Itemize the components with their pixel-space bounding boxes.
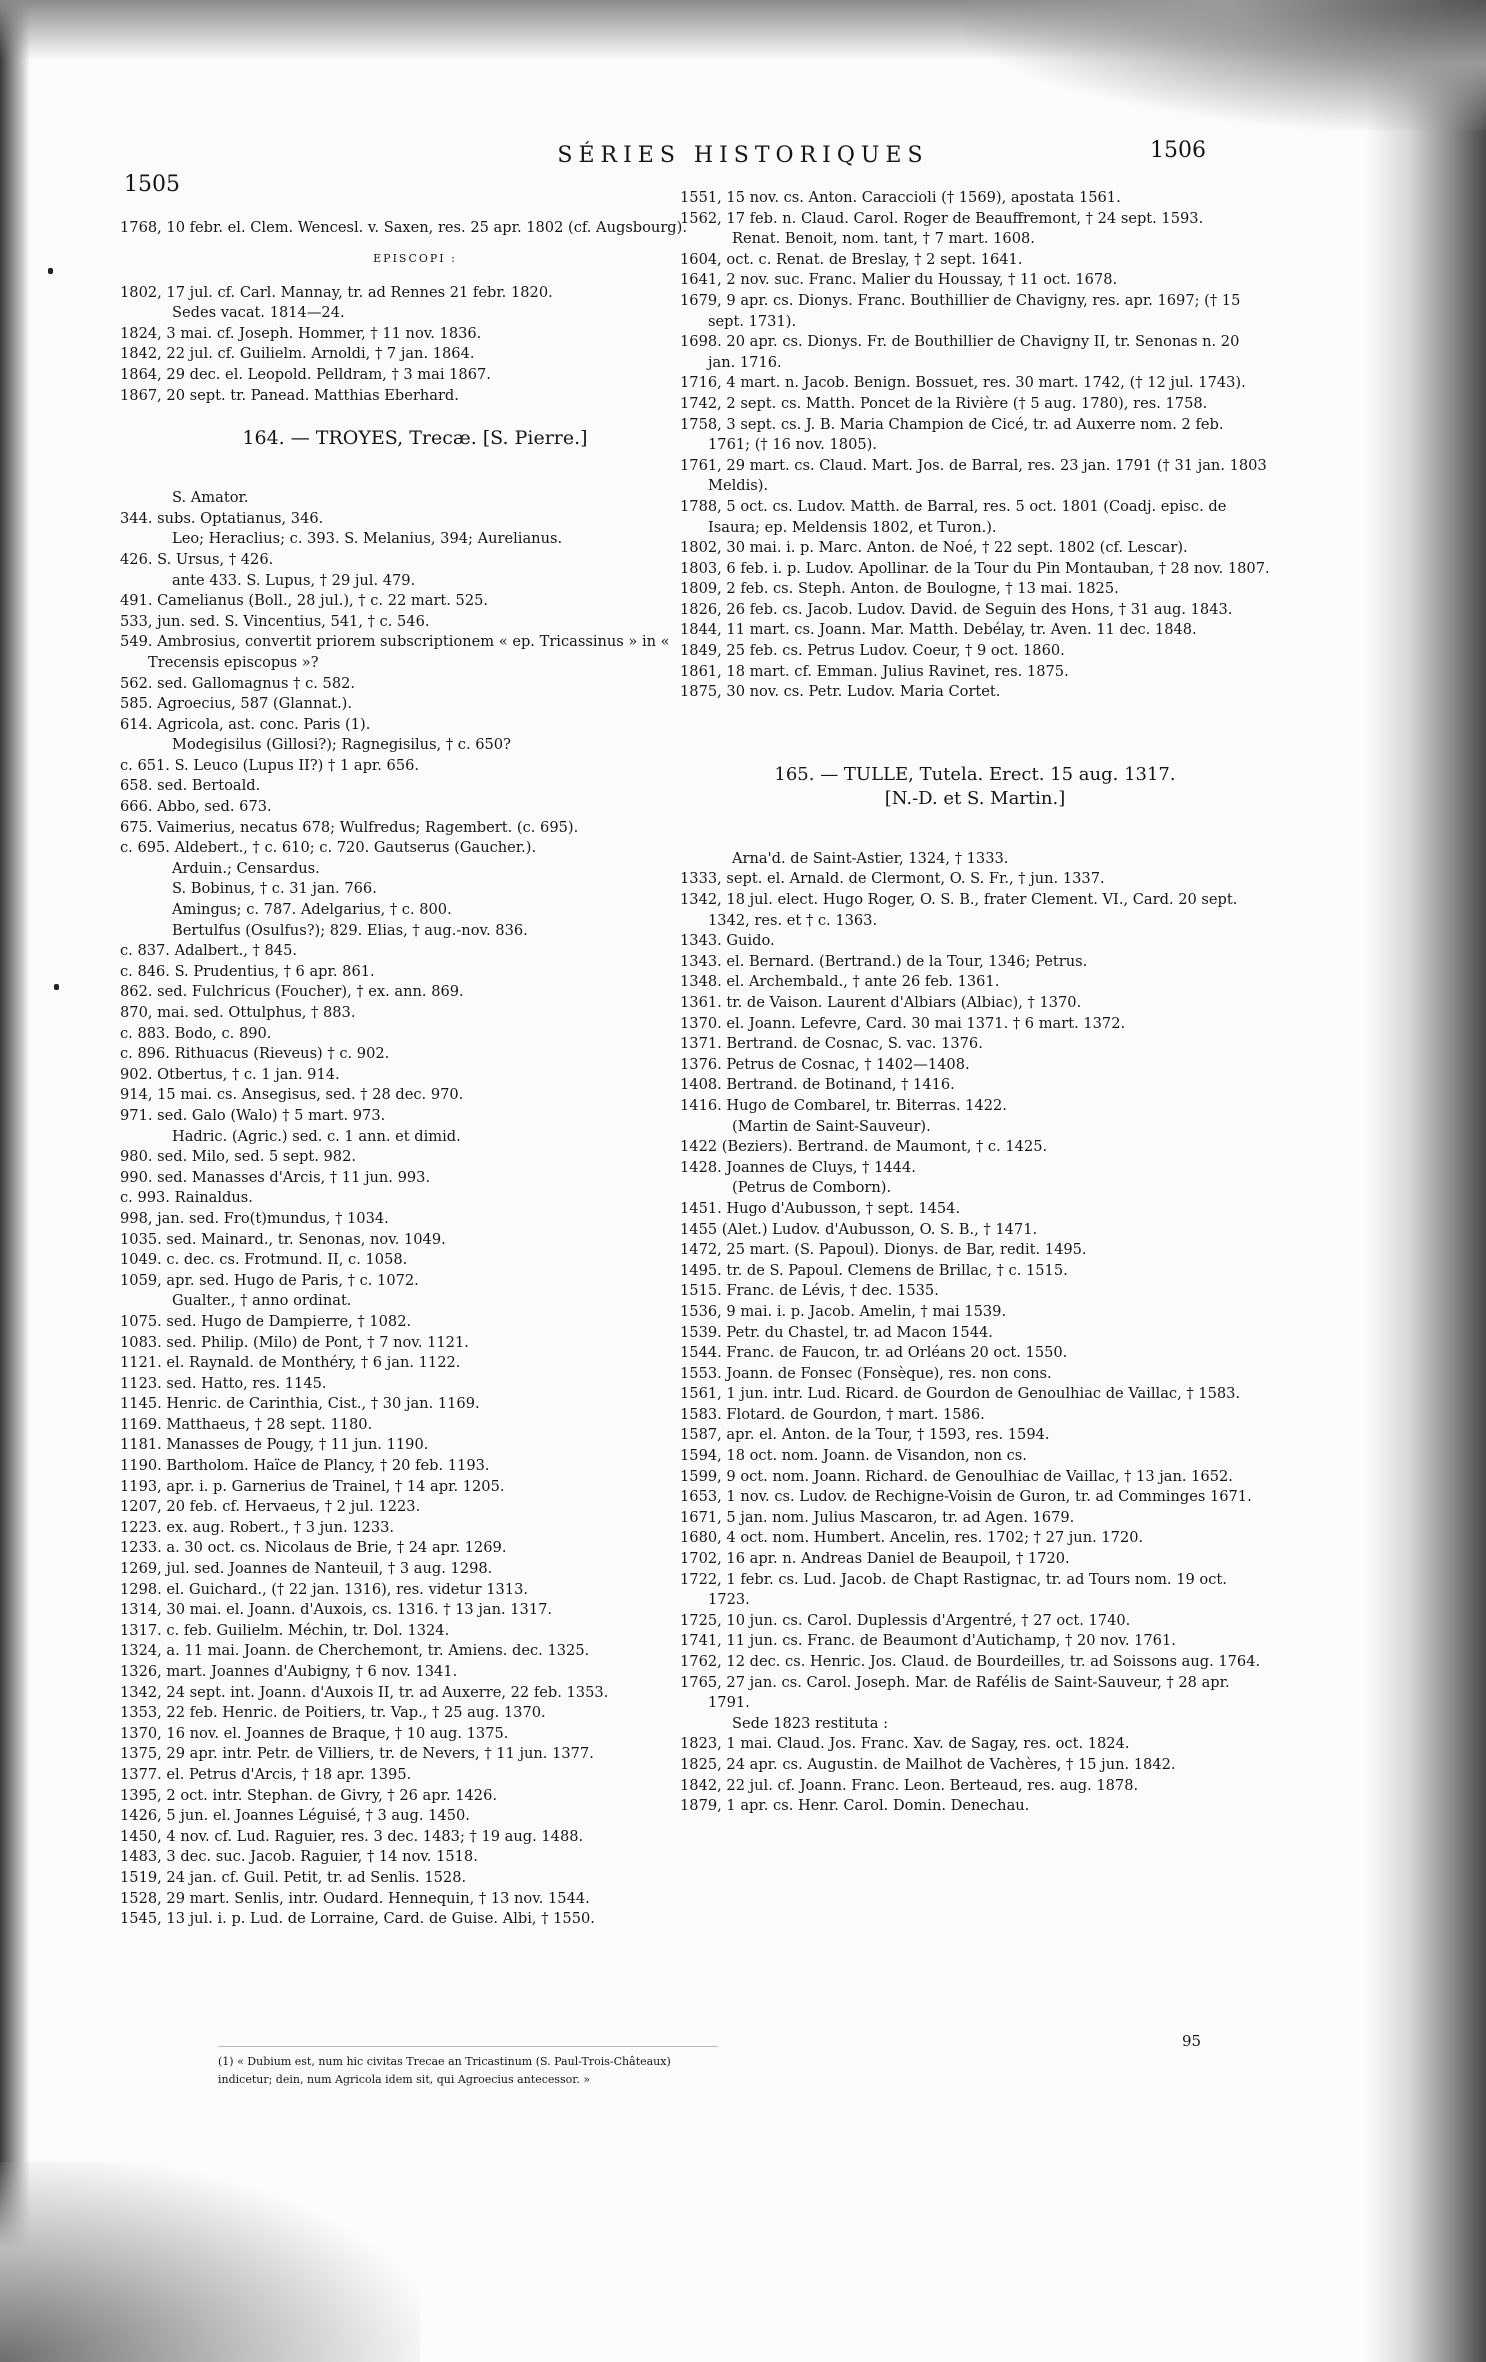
list-entry: 1553. Joann. de Fonsec (Fonsèque), res. non cons. bbox=[680, 1364, 1052, 1382]
scan-shadow-right bbox=[1366, 0, 1486, 2362]
list-entry: 1343. el. Bernard. (Bertrand.) de la Tour, 1346; Petrus. bbox=[680, 952, 1088, 970]
list-entry: 1395, 2 oct. intr. Stephan. de Givry, † 26 apr. 1426. bbox=[120, 1786, 498, 1804]
list-entry: 1875, 30 nov. cs. Petr. Ludov. Maria Cortet. bbox=[680, 683, 1001, 701]
list-entry: 1317. c. feb. Guilielm. Méchin, tr. Dol. 1324. bbox=[120, 1621, 450, 1639]
list-entry: 1519, 24 jan. cf. Guil. Petit, tr. ad Senlis. 1528. bbox=[120, 1868, 467, 1886]
list-entry: 1376. Petrus de Cosnac, † 1402—1408. bbox=[680, 1055, 970, 1073]
list-entry: 1169. Matthaeus, † 28 sept. 1180. bbox=[120, 1415, 373, 1433]
list-entry: 1544. Franc. de Faucon, tr. ad Orléans 20 oct. 1550. bbox=[680, 1344, 1068, 1362]
list-entry: 1765, 27 jan. cs. Carol. Joseph. Mar. de Rafélis de Saint-Sauveur, † 28 apr. 1791. bbox=[680, 1673, 1230, 1712]
list-entry: 675. Vaimerius, necatus 678; Wulfredus; Ragembert. (c. 695). bbox=[120, 818, 579, 836]
list-subentry: Sedes vacat. 1814—24. bbox=[172, 304, 345, 322]
list-entry: 1539. Petr. du Chastel, tr. ad Macon 1544. bbox=[680, 1323, 993, 1341]
list-entry: 1879, 1 apr. cs. Henr. Carol. Domin. Denechau. bbox=[680, 1797, 1030, 1815]
list-entry: 1716, 4 mart. n. Jacob. Benign. Bossuet, res. 30 mart. 1742, († 12 jul. 1743). bbox=[680, 374, 1246, 392]
list-entry: 1370, 16 nov. el. Joannes de Braque, † 10 aug. 1375. bbox=[120, 1724, 509, 1742]
list-entry: 1861, 18 mart. cf. Emman. Julius Ravinet, res. 1875. bbox=[680, 662, 1069, 680]
list-entry: 1121. el. Raynald. de Monthéry, † 6 jan. 1122. bbox=[120, 1354, 461, 1372]
list-subentry: S. Bobinus, † c. 31 jan. 766. bbox=[172, 880, 377, 898]
list-entry: 1562, 17 feb. n. Claud. Carol. Roger de Beauffremont, † 24 sept. 1593. bbox=[680, 209, 1204, 227]
list-entry: 1742, 2 sept. cs. Matth. Poncet de la Rivière († 5 aug. 1780), res. 1758. bbox=[680, 394, 1208, 412]
list-subentry: ante 433. S. Lupus, † 29 jul. 479. bbox=[172, 571, 416, 589]
list-subentry: Bertulfus (Osulfus?); 829. Elias, † aug.-nov. 836. bbox=[172, 921, 528, 939]
page-number-left: 1505 bbox=[124, 172, 180, 197]
list-entry: 1422 (Beziers). Bertrand. de Maumont, † c. 1425. bbox=[680, 1138, 1048, 1156]
list-entry: 1371. Bertrand. de Cosnac, S. vac. 1376. bbox=[680, 1035, 983, 1053]
list-entry: 1604, oct. c. Renat. de Breslay, † 2 sept. 1641. bbox=[680, 250, 1023, 268]
list-subentry: Renat. Benoit, nom. tant, † 7 mart. 1608. bbox=[732, 230, 1035, 248]
list-entry: 1451. Hugo d'Aubusson, † sept. 1454. bbox=[680, 1199, 961, 1217]
list-entry: 1408. Bertrand. de Botinand, † 1416. bbox=[680, 1076, 955, 1094]
list-entry: 1802, 30 mai. i. p. Marc. Anton. de Noé, † 22 sept. 1802 (cf. Lescar). bbox=[680, 539, 1188, 557]
running-head: SÉRIES HISTORIQUES bbox=[557, 143, 929, 168]
list-subentry: Hadric. (Agric.) sed. c. 1 ann. et dimid. bbox=[172, 1127, 461, 1145]
list-subentry: (Petrus de Comborn). bbox=[732, 1179, 892, 1197]
list-entry: 1083. sed. Philip. (Milo) de Pont, † 7 nov. 1121. bbox=[120, 1333, 469, 1351]
list-entry: 533, jun. sed. S. Vincentius, 541, † c. 546. bbox=[120, 612, 430, 630]
list-entry: 1825, 24 apr. cs. Augustin. de Mailhot de Vachères, † 15 jun. 1842. bbox=[680, 1755, 1176, 1773]
list-entry: 1842, 22 jul. cf. Joann. Franc. Leon. Berteaud, res. aug. 1878. bbox=[680, 1776, 1139, 1794]
list-entry: 1075. sed. Hugo de Dampierre, † 1082. bbox=[120, 1312, 412, 1330]
list-entry: 1824, 3 mai. cf. Joseph. Hommer, † 11 nov. 1836. bbox=[120, 324, 482, 342]
list-entry: 1190. Bartholom. Haïce de Plancy, † 20 feb. 1193. bbox=[120, 1457, 490, 1475]
list-entry: 344. subs. Optatianus, 346. bbox=[120, 509, 324, 527]
list-entry: 1035. sed. Mainard., tr. Senonas, nov. 1049. bbox=[120, 1230, 446, 1248]
list-entry: 614. Agricola, ast. conc. Paris (1). bbox=[120, 715, 371, 733]
list-entry: 1864, 29 dec. el. Leopold. Pelldram, † 3 mai 1867. bbox=[120, 365, 491, 383]
list-entry: 1823, 1 mai. Claud. Jos. Franc. Xav. de Sagay, res. oct. 1824. bbox=[680, 1735, 1130, 1753]
list-entry: 1450, 4 nov. cf. Lud. Raguier, res. 3 dec. 1483; † 19 aug. 1488. bbox=[120, 1827, 584, 1845]
list-entry: c. 837. Adalbert., † 845. bbox=[120, 942, 297, 960]
section-subheading: [N.-D. et S. Martin.] bbox=[884, 787, 1066, 809]
list-entry: 1583. Flotard. de Gourdon, † mart. 1586. bbox=[680, 1405, 985, 1423]
list-entry: 1314, 30 mai. el. Joann. d'Auxois, cs. 1316. † 13 jan. 1317. bbox=[120, 1601, 553, 1619]
list-entry: c. 695. Aldebert., † c. 610; c. 720. Gautserus (Gaucher.). bbox=[120, 839, 537, 857]
list-entry: 1826, 26 feb. cs. Jacob. Ludov. David. de Seguin des Hons, † 31 aug. 1843. bbox=[680, 600, 1233, 618]
list-entry: 990. sed. Manasses d'Arcis, † 11 jun. 993. bbox=[120, 1168, 431, 1186]
list-entry: 585. Agroecius, 587 (Glannat.). bbox=[120, 695, 352, 713]
list-entry: 1671, 5 jan. nom. Julius Mascaron, tr. ad Agen. 1679. bbox=[680, 1508, 1075, 1526]
list-entry: 1653, 1 nov. cs. Ludov. de Rechigne-Voisin de Guron, tr. ad Comminges 1671. bbox=[680, 1488, 1252, 1506]
list-entry: 1377. el. Petrus d'Arcis, † 18 apr. 1395. bbox=[120, 1765, 412, 1783]
section-heading: 165. — TULLE, Tutela. Erect. 15 aug. 1317. bbox=[774, 763, 1176, 785]
list-entry: 1375, 29 apr. intr. Petr. de Villiers, tr. de Nevers, † 11 jun. 1377. bbox=[120, 1745, 594, 1763]
list-entry: 1762, 12 dec. cs. Henric. Jos. Claud. de Bourdeilles, tr. ad Soissons aug. 1764. bbox=[680, 1653, 1261, 1670]
list-entry: 1207, 20 feb. cf. Hervaeus, † 2 jul. 1223. bbox=[120, 1498, 421, 1516]
list-entry: 1455 (Alet.) Ludov. d'Aubusson, O. S. B., † 1471. bbox=[680, 1220, 1038, 1238]
list-entry: 1867, 20 sept. tr. Panead. Matthias Eberhard. bbox=[120, 386, 459, 404]
list-entry: 1536, 9 mai. i. p. Jacob. Amelin, † mai 1539. bbox=[680, 1302, 1007, 1320]
list-entry: 1802, 17 jul. cf. Carl. Mannay, tr. ad Rennes 21 febr. 1820. bbox=[120, 283, 553, 301]
list-entry: 1698. 20 apr. cs. Dionys. Fr. de Bouthillier de Chavigny II, tr. Senonas n. 20 jan. 1716. bbox=[680, 333, 1240, 371]
list-entry: 1761, 29 mart. cs. Claud. Mart. Jos. de Barral, res. 23 jan. 1791 († 31 jan. 1803 Meldis). bbox=[680, 456, 1267, 495]
list-entry: 870, mai. sed. Ottulphus, † 883. bbox=[120, 1004, 356, 1021]
section-heading: 164. — TROYES, Trecæ. [S. Pierre.] bbox=[242, 427, 588, 450]
list-subentry: Arduin.; Censardus. bbox=[172, 859, 320, 877]
right-column bbox=[680, 188, 1270, 1817]
list-entry: 1298. el. Guichard., († 22 jan. 1316), res. videtur 1313. bbox=[120, 1580, 529, 1598]
list-entry: c. 651. S. Leuco (Lupus II?) † 1 apr. 656. bbox=[120, 756, 420, 774]
section-spacer bbox=[680, 703, 1270, 763]
list-entry: 491. Camelianus (Boll., 28 jul.), † c. 22 mart. 525. bbox=[120, 592, 489, 610]
list-entry: 1342, 18 jul. elect. Hugo Roger, O. S. B., frater Clement. VI., Card. 20 sept. 1342, res. et † c. 1363. bbox=[680, 891, 1238, 929]
left-column bbox=[120, 218, 710, 1930]
list-entry: 1842, 22 jul. cf. Guilielm. Arnoldi, † 7 jan. 1864. bbox=[120, 345, 475, 363]
signature-mark: 95 bbox=[1182, 2032, 1202, 2050]
list-subentry: Amingus; c. 787. Adelgarius, † c. 800. bbox=[172, 901, 452, 919]
list-entry: 1679, 9 apr. cs. Dionys. Franc. Bouthillier de Chavigny, res. apr. 1697; († 15 sept. 1731). bbox=[680, 291, 1241, 330]
list-entry: 1472, 25 mart. (S. Papoul). Dionys. de Bar, redit. 1495. bbox=[680, 1241, 1087, 1259]
list-entry: 1594, 18 oct. nom. Joann. de Visandon, non cs. bbox=[680, 1447, 1027, 1465]
list-entry: 1333, sept. el. Arnald. de Clermont, O. S. Fr., † jun. 1337. bbox=[680, 870, 1105, 888]
list-entry: 1348. el. Archembald., † ante 26 feb. 1361. bbox=[680, 973, 1000, 991]
list-entry: 1809, 2 feb. cs. Steph. Anton. de Boulogne, † 13 mai. 1825. bbox=[680, 580, 1119, 598]
list-entry: 1725, 10 jun. cs. Carol. Duplessis d'Argentré, † 27 oct. 1740. bbox=[680, 1611, 1131, 1629]
list-subentry: Arna'd. de Saint-Astier, 1324, † 1333. bbox=[732, 849, 1009, 867]
list-entry: 1528, 29 mart. Senlis, intr. Oudard. Hennequin, † 13 nov. 1544. bbox=[120, 1889, 590, 1907]
list-entry: 1788, 5 oct. cs. Ludov. Matth. de Barral, res. 5 oct. 1801 (Coadj. episc. de Isaura; ep. Meldensis 1802, et Turon.). bbox=[680, 497, 1227, 536]
list-entry: 1758, 3 sept. cs. J. B. Maria Champion de Cicé, tr. ad Auxerre nom. 2 feb. 1761; († 16 nov. 1805). bbox=[680, 415, 1224, 454]
list-entry: 1551, 15 nov. cs. Anton. Caraccioli († 1569), apostata 1561. bbox=[680, 189, 1121, 206]
list-entry: 658. sed. Bertoald. bbox=[120, 777, 261, 795]
list-entry: 1269, jul. sed. Joannes de Nanteuil, † 3 aug. 1298. bbox=[120, 1560, 493, 1578]
footnote: (1) « Dubium est, num hic civitas Trecae an Tricastinum (S. Paul-Trois-Châteaux) indicetur; dein, num Agricola idem sit, qui Agroecius antecessor. » bbox=[218, 2046, 718, 2089]
list-entry: 1495. tr. de S. Papoul. Clemens de Brillac, † c. 1515. bbox=[680, 1261, 1068, 1279]
list-entry: 562. sed. Gallomagnus † c. 582. bbox=[120, 674, 356, 692]
list-entry: 1353, 22 feb. Henric. de Poitiers, tr. Vap., † 25 aug. 1370. bbox=[120, 1704, 546, 1722]
list-entry: c. 846. S. Prudentius, † 6 apr. 861. bbox=[120, 962, 375, 980]
page-number-right: 1506 bbox=[1150, 138, 1206, 163]
list-entry: c. 993. Rainaldus. bbox=[120, 1189, 253, 1207]
margin-speck bbox=[48, 268, 53, 274]
list-entry: 1849, 25 feb. cs. Petrus Ludov. Coeur, † 9 oct. 1860. bbox=[680, 642, 1065, 660]
list-entry: 1361. tr. de Vaison. Laurent d'Albiars (Albiac), † 1370. bbox=[680, 994, 1082, 1011]
list-entry: 1803, 6 feb. i. p. Ludov. Apollinar. de la Tour du Pin Montauban, † 28 nov. 1807. bbox=[680, 559, 1270, 577]
margin-speck bbox=[54, 984, 59, 990]
scan-shadow-top-right bbox=[966, 0, 1486, 130]
scan-shadow-left bbox=[0, 0, 30, 2362]
list-entry: 998, jan. sed. Fro(t)mundus, † 1034. bbox=[120, 1209, 389, 1227]
list-entry: 1587, apr. el. Anton. de la Tour, † 1593, res. 1594. bbox=[680, 1426, 1050, 1444]
list-entry: 862. sed. Fulchricus (Foucher), † ex. ann. 869. bbox=[120, 983, 464, 1001]
list-subentry: S. Amator. bbox=[172, 489, 249, 507]
list-entry: 980. sed. Milo, sed. 5 sept. 982. bbox=[120, 1148, 356, 1166]
list-entry: 1059, apr. sed. Hugo de Paris, † c. 1072. bbox=[120, 1271, 419, 1289]
list-entry: 914, 15 mai. cs. Ansegisus, sed. † 28 dec. 970. bbox=[120, 1086, 464, 1104]
list-entry: 1193, apr. i. p. Garnerius de Trainel, † 14 apr. 1205. bbox=[120, 1477, 505, 1495]
list-entry: 1641, 2 nov. suc. Franc. Malier du Houssay, † 11 oct. 1678. bbox=[680, 271, 1118, 289]
list-entry: c. 896. Rithuacus (Rieveus) † c. 902. bbox=[120, 1045, 390, 1063]
list-entry: 1049. c. dec. cs. Frotmund. II, c. 1058. bbox=[120, 1251, 408, 1269]
list-subentry: (Martin de Saint-Sauveur). bbox=[732, 1117, 931, 1135]
list-entry: 1722, 1 febr. cs. Lud. Jacob. de Chapt Rastignac, tr. ad Tours nom. 19 oct. 1723. bbox=[680, 1570, 1227, 1609]
list-entry: 1145. Henric. de Carinthia, Cist., † 30 jan. 1169. bbox=[120, 1395, 480, 1413]
list-entry: 1680, 4 oct. nom. Humbert. Ancelin, res. 1702; † 27 jun. 1720. bbox=[680, 1529, 1144, 1547]
list-entry: 1370. el. Joann. Lefevre, Card. 30 mai 1371. † 6 mart. 1372. bbox=[680, 1014, 1126, 1032]
list-entry: 971. sed. Galo (Walo) † 5 mart. 973. bbox=[120, 1106, 386, 1124]
scan-shadow-bottom-left bbox=[0, 2162, 420, 2362]
list-subentry: Sede 1823 restituta : bbox=[732, 1714, 889, 1732]
list-entry: 1324, a. 11 mai. Joann. de Cherchemont, tr. Amiens. dec. 1325. bbox=[120, 1642, 590, 1660]
list-entry: 1181. Manasses de Pougy, † 11 jun. 1190. bbox=[120, 1436, 429, 1454]
list-entry: 1483, 3 dec. suc. Jacob. Raguier, † 14 nov. 1518. bbox=[120, 1848, 478, 1866]
list-entry: 1561, 1 jun. intr. Lud. Ricard. de Gourdon de Genoulhiac de Vaillac, † 1583. bbox=[680, 1385, 1241, 1403]
list-entry: 1515. Franc. de Lévis, † dec. 1535. bbox=[680, 1282, 939, 1300]
list-subentry: Leo; Heraclius; c. 393. S. Melanius, 394; Aurelianus. bbox=[172, 530, 563, 548]
list-entry: 1342, 24 sept. int. Joann. d'Auxois II, tr. ad Auxerre, 22 feb. 1353. bbox=[120, 1683, 609, 1701]
list-entry: 1428. Joannes de Cluys, † 1444. bbox=[680, 1158, 916, 1176]
list-entry: 1233. a. 30 oct. cs. Nicolaus de Brie, † 24 apr. 1269. bbox=[120, 1539, 507, 1557]
list-entry: 1768, 10 febr. el. Clem. Wencesl. v. Saxen, res. 25 apr. 1802 (cf. Augsbourg). bbox=[120, 219, 687, 236]
list-subentry: Gualter., † anno ordinat. bbox=[172, 1292, 352, 1310]
list-entry: 1426, 5 jun. el. Joannes Léguisé, † 3 aug. 1450. bbox=[120, 1807, 470, 1825]
list-entry: 666. Abbo, sed. 673. bbox=[120, 798, 272, 816]
list-entry: 549. Ambrosius, convertit priorem subscriptionem « ep. Tricassinus » in « Trecensis episcopus »? bbox=[120, 633, 670, 671]
list-entry: 1343. Guido. bbox=[680, 932, 775, 950]
list-entry: 426. S. Ursus, † 426. bbox=[120, 550, 274, 568]
list-entry: 1741, 11 jun. cs. Franc. de Beaumont d'Autichamp, † 20 nov. 1761. bbox=[680, 1632, 1176, 1650]
list-entry: 1223. ex. aug. Robert., † 3 jun. 1233. bbox=[120, 1518, 395, 1536]
list-entry: 1844, 11 mart. cs. Joann. Mar. Matth. Debélay, tr. Aven. 11 dec. 1848. bbox=[680, 621, 1197, 639]
list-entry: 1416. Hugo de Combarel, tr. Biterras. 1422. bbox=[680, 1096, 1007, 1114]
list-entry: 1599, 9 oct. nom. Joann. Richard. de Genoulhiac de Vaillac, † 13 jan. 1652. bbox=[680, 1467, 1233, 1485]
list-entry: 1702, 16 apr. n. Andreas Daniel de Beaupoil, † 1720. bbox=[680, 1550, 1070, 1568]
list-entry: 1123. sed. Hatto, res. 1145. bbox=[120, 1374, 327, 1392]
list-entry: 1545, 13 jul. i. p. Lud. de Lorraine, Card. de Guise. Albi, † 1550. bbox=[120, 1910, 595, 1928]
list-entry: c. 883. Bodo, c. 890. bbox=[120, 1024, 272, 1042]
subsection-heading: EPISCOPI : bbox=[373, 251, 457, 265]
list-subentry: Modegisilus (Gillosi?); Ragnegisilus, † c. 650? bbox=[172, 736, 511, 754]
list-entry: 902. Otbertus, † c. 1 jan. 914. bbox=[120, 1065, 340, 1083]
list-entry: 1326, mart. Joannes d'Aubigny, † 6 nov. 1341. bbox=[120, 1663, 458, 1680]
